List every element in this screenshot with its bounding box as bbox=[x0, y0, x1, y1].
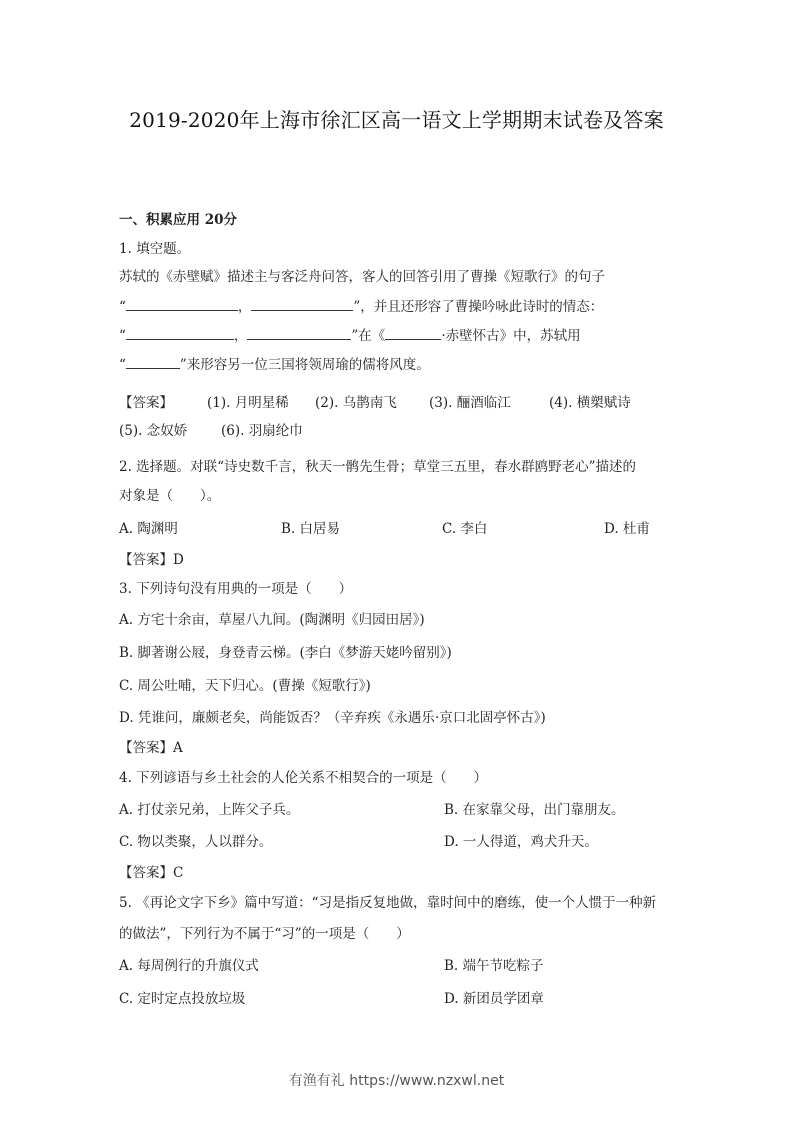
option-d: D. 新团员学团章 bbox=[444, 991, 544, 1007]
q4-stem: 4. 下列谚语与乡土社会的人伦关系不相契合的一项是（ ） bbox=[119, 770, 488, 786]
answer-item: (4). 横槊赋诗 bbox=[549, 395, 631, 411]
q1-type: 填空题。 bbox=[136, 241, 191, 257]
q3-stem: 3. 下列诗句没有用典的一项是（ ） bbox=[119, 581, 353, 597]
q2-line1: 2. 选择题。对联“诗史数千言，秋天一鹘先生骨；草堂三五里，春水群鸥野老心”描述的 bbox=[119, 459, 636, 475]
section-heading: 一、积累应用 20分 bbox=[119, 212, 237, 228]
option-a: A. 陶渊明 bbox=[119, 521, 178, 537]
q4-answer: 【答案】C bbox=[119, 865, 184, 881]
document-title: 2019-2020年上海市徐汇区高一语文上学期期末试卷及答案 bbox=[129, 108, 664, 132]
option-b: B. 端午节吃粽子 bbox=[444, 958, 544, 974]
q1-stem bbox=[119, 240, 190, 258]
q1-number: 1. bbox=[119, 241, 132, 257]
q2-answer: 【答案】D bbox=[119, 552, 184, 568]
q2-line2: 对象是（ ）。 bbox=[119, 488, 221, 504]
q5-line1: 5. 《再论文字下乡》篇中写道：“习是指反复地做，靠时间中的磨练，使一个人惯于一种新 bbox=[119, 895, 657, 911]
q5-line2: 的做法”，下列行为不属于“习”的一项是（ ） bbox=[119, 926, 410, 942]
answer-item: (1). 月明星稀 bbox=[207, 395, 289, 411]
option-b: B. 在家靠父母，出门靠朋友。 bbox=[444, 802, 625, 818]
fill-blank-2 bbox=[251, 297, 353, 311]
q3-option-d: D. 凭谁问，廉颇老矣，尚能饭否？（辛弃疾《永遇乐·京口北固亭怀古》) bbox=[119, 710, 546, 726]
option-a: A. 每周例行的升旗仪式 bbox=[119, 958, 259, 974]
fill-blank-1 bbox=[126, 297, 238, 311]
answer-item: (5). 念奴娇 bbox=[119, 423, 188, 439]
fill-blank-5 bbox=[385, 326, 441, 340]
option-d: D. 一人得道，鸡犬升天。 bbox=[444, 834, 598, 850]
q1-line2: “ ， ”，并且还形容了曹操吟咏此诗时的情态： bbox=[119, 299, 604, 315]
fill-blank-4 bbox=[247, 326, 351, 340]
option-c: C. 定时定点投放垃圾 bbox=[119, 991, 246, 1007]
answer-item: (2). 乌鹊南飞 bbox=[315, 395, 397, 411]
q3-answer: 【答案】A bbox=[119, 740, 183, 756]
option-a: A. 打仗亲兄弟，上阵父子兵。 bbox=[119, 802, 300, 818]
answer-item: (6). 羽扇纶巾 bbox=[221, 423, 303, 439]
q1-line4: “ ”来形容另一位三国将领周瑜的儒将风度。 bbox=[119, 357, 430, 373]
answer-item: (3). 酾酒临江 bbox=[429, 395, 511, 411]
option-d: D. 杜甫 bbox=[604, 521, 650, 537]
option-c: C. 物以类聚，人以群分。 bbox=[119, 834, 273, 850]
q3-option-c: C. 周公吐哺，天下归心。(曹操《短歌行》) bbox=[119, 678, 371, 694]
q1-line3: “ ， ”在《 ·赤壁怀古》中，苏轼用 bbox=[119, 328, 581, 344]
answer-label: 【答案】 bbox=[119, 395, 173, 411]
q1-line1: 苏轼的《赤壁赋》描述主与客泛舟问答，客人的回答引用了曹操《短歌行》的句子 bbox=[119, 269, 605, 285]
fill-blank-6 bbox=[126, 355, 180, 369]
q3-option-a: A. 方宅十余亩，草屋八九间。(陶渊明《归园田居》) bbox=[119, 612, 425, 628]
option-c: C. 李白 bbox=[442, 521, 488, 537]
option-b: B. 白居易 bbox=[281, 521, 341, 537]
watermark-footer: 有渔有礼 https://www.nzxwl.net bbox=[288, 1073, 505, 1089]
fill-blank-3 bbox=[126, 326, 234, 340]
q3-option-b: B. 脚著谢公屐，身登青云梯。(李白《梦游天姥吟留别》) bbox=[119, 645, 452, 661]
